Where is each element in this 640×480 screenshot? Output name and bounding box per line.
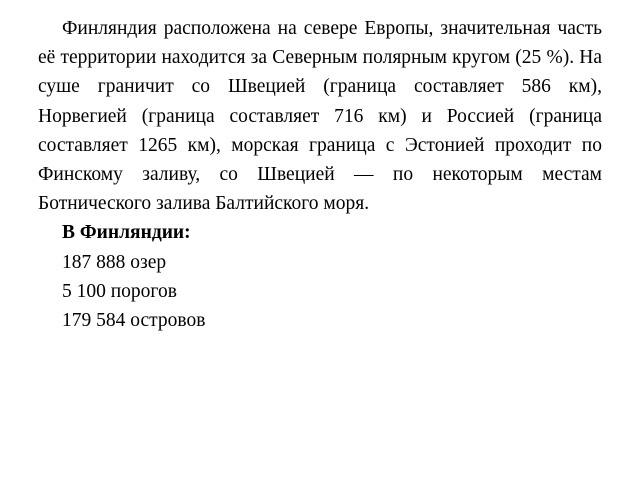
fact-rapids: 5 100 порогов (62, 280, 177, 302)
fact-lakes: 187 888 озер (62, 251, 167, 273)
fact-islands: 179 584 островов (62, 310, 206, 332)
facts-heading: В Финляндии: (62, 222, 191, 244)
intro-paragraph: Финляндия расположена на севере Европы, значительная часть её территории находится за Северным полярным кругом (25 %). На суше граничит со Швецией (граница составляет 586 км), Норвегией (граница составляет 716 км) и Россией (граница составляет 1265 км), морская граница с Эстонией проходит по Финскому заливу, со Швецией — по некоторым местам Ботнического залива Балтийского моря. (38, 18, 602, 215)
document-page (38, 14, 602, 335)
